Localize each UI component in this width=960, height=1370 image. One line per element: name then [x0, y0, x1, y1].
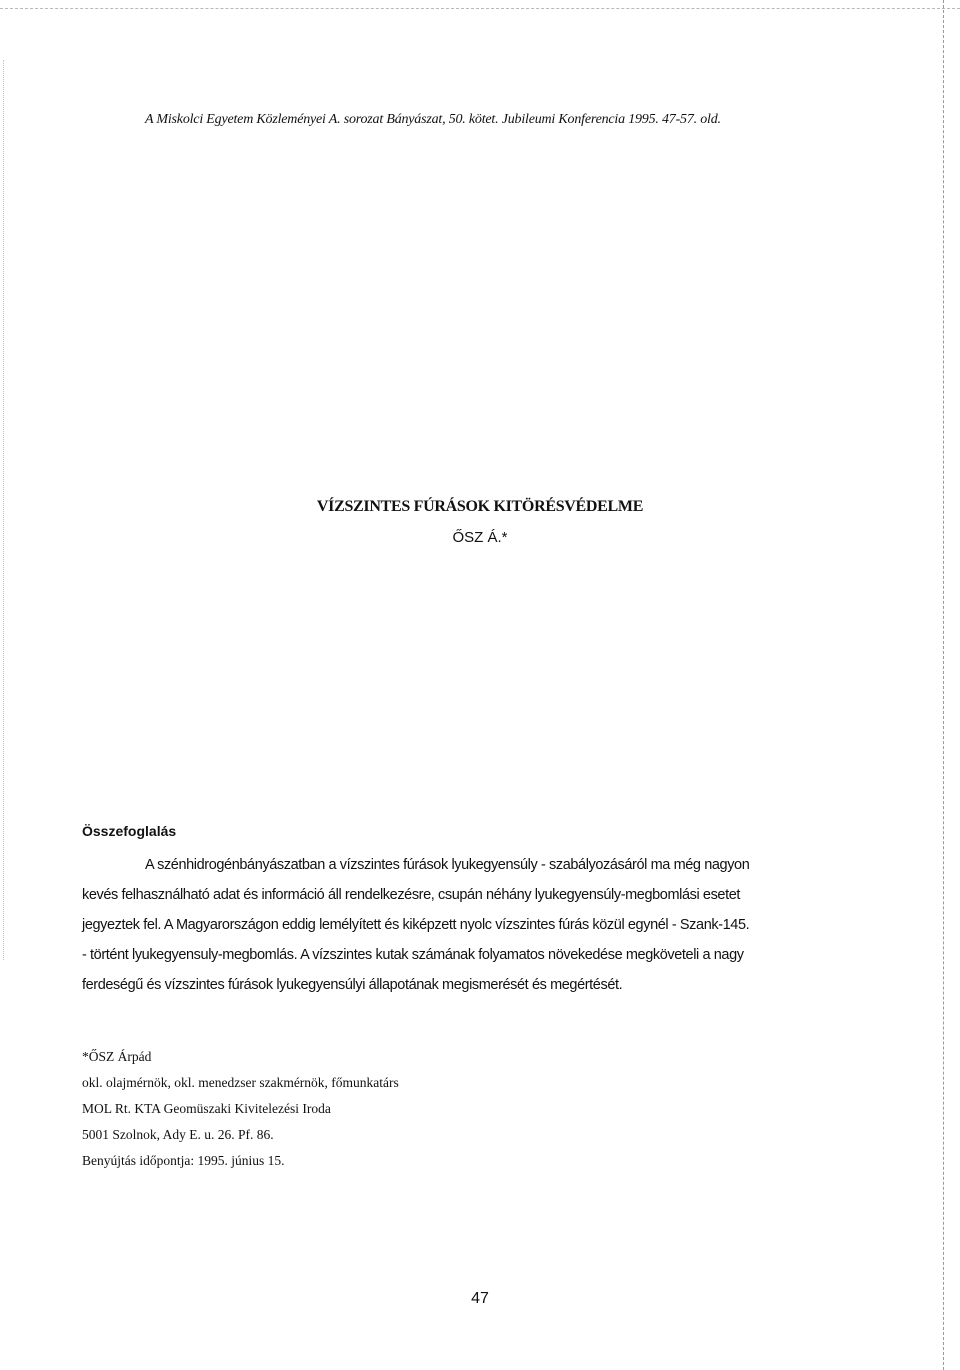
- footnote-line: okl. olajmérnök, okl. menedzser szakmérnök, főmunkatárs: [82, 1075, 399, 1090]
- author-footnote: [82, 1044, 399, 1174]
- journal-citation: A Miskolci Egyetem Közleményei A. sorozat Bányászat, 50. kötet. Jubileumi Konferencia 1995. 47-57. old.: [145, 112, 721, 127]
- abstract-line: kevés felhasználható adat és információ áll rendelkezésre, csupán néhány lyukegyensúly-megbomlási esetet: [82, 887, 741, 903]
- abstract-line: A szénhidrogénbányászatban a vízszintes fúrások lyukegyensúly - szabályozásáról ma még nagyon: [145, 857, 750, 873]
- footnote-line: MOL Rt. KTA Geomüszaki Kivitelezési Iroda: [82, 1101, 331, 1116]
- article-title: VÍZSZINTES FÚRÁSOK KITÖRÉSVÉDELME: [316, 498, 644, 515]
- page-number: 47: [471, 1290, 489, 1307]
- footnote-line: 5001 Szolnok, Ady E. u. 26. Pf. 86.: [82, 1127, 274, 1142]
- abstract-body: [82, 850, 882, 1000]
- footnote-line: *ŐSZ Árpád: [82, 1049, 152, 1064]
- footnote-line: Benyújtás időpontja: 1995. június 15.: [82, 1153, 285, 1168]
- abstract-line: - történt lyukegyensuly-megbomlás. A vízszintes kutak számának folyamatos növekedése megköveteli a nagy: [82, 947, 744, 963]
- scan-edge-top: [0, 8, 960, 9]
- article-author: ŐSZ Á.*: [452, 529, 508, 546]
- abstract-line: ferdeségű és vízszintes fúrások lyukegyensúlyi állapotának megismerését és megértését.: [82, 977, 623, 993]
- abstract-line: jegyeztek fel. A Magyarországon eddig lemélyített és kiképzett nyolc vízszintes fúrás közül egynél - Szank-145.: [82, 917, 750, 933]
- scan-edge-right: [943, 0, 944, 1370]
- abstract-heading: Összefoglalás: [82, 823, 177, 839]
